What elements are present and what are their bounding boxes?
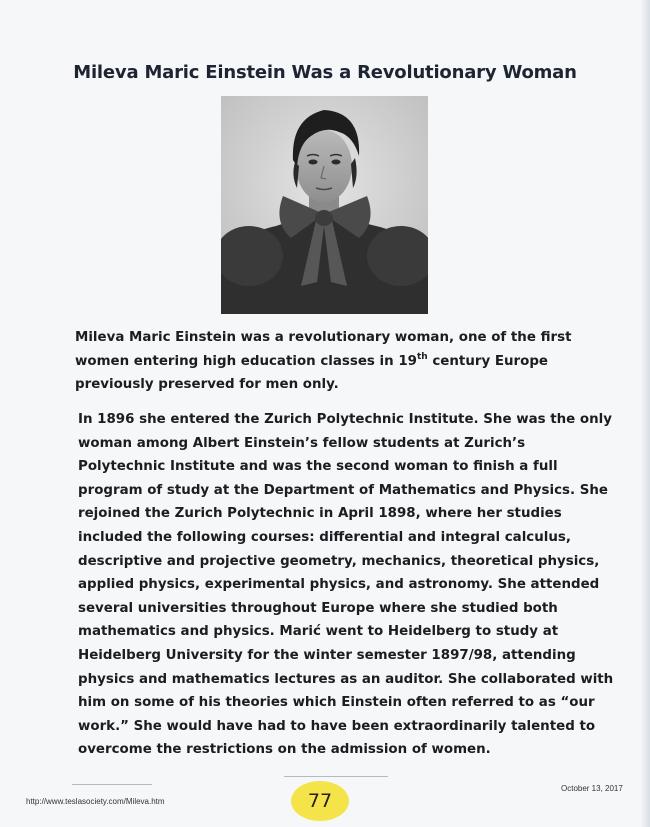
bio-line: work.” She would have had to have been extraordinarily talented to (78, 718, 596, 734)
bio-line: several universities throughout Europe where she studied both (78, 600, 558, 616)
page-number-badge: 77 (291, 781, 349, 821)
footer-rule-center (284, 776, 388, 777)
bio-line: woman among Albert Einstein’s fellow students at Zurich’s (78, 435, 526, 451)
source-url: http://www.teslasociety.com/Mileva.htm (26, 797, 165, 806)
bio-line: physics and mathematics lectures as an auditor. She collaborated with (78, 671, 614, 687)
footer-rule-left (72, 784, 152, 785)
bio-line: Heidelberg University for the winter semester 1897/98, attending (78, 647, 576, 663)
bio-line: overcome the restrictions on the admission of women. (78, 742, 491, 758)
bio-line: Polytechnic Institute and was the second woman to finish a full (78, 459, 558, 475)
page-title: Mileva Maric Einstein Was a Revolutionary Woman (73, 62, 577, 84)
bio-line: mathematics and physics. Marić went to Heidelberg to study at (78, 624, 559, 640)
biography-paragraph (78, 408, 618, 762)
bio-line: descriptive and projective geometry, mechanics, theoretical physics, (78, 553, 600, 569)
intro-line-3: previously preserved for men only. (75, 377, 339, 393)
bio-line: included the following courses: differential and integral calculus, (78, 529, 571, 545)
page-edge-shadow (640, 0, 650, 827)
portrait-photo (221, 96, 428, 314)
bio-line: him on some of his theories which Einstein often referred to as “our (78, 695, 595, 711)
bio-line: rejoined the Zurich Polytechnic in April 1898, where her studies (78, 506, 562, 522)
intro-line-1: Mileva Maric Einstein was a revolutionary woman, one of the first (75, 330, 572, 345)
century-superscript: th (416, 351, 428, 362)
intro-line-2: women entering high education classes in 19th century Europe (75, 351, 548, 369)
bio-line: program of study at the Department of Mathematics and Physics. She (78, 482, 609, 498)
intro-paragraph (75, 326, 615, 397)
bio-line: In 1896 she entered the Zurich Polytechnic Institute. She was the only (78, 412, 612, 427)
document-date: October 13, 2017 (561, 784, 623, 793)
bio-line: applied physics, experimental physics, and astronomy. She attended (78, 577, 600, 593)
